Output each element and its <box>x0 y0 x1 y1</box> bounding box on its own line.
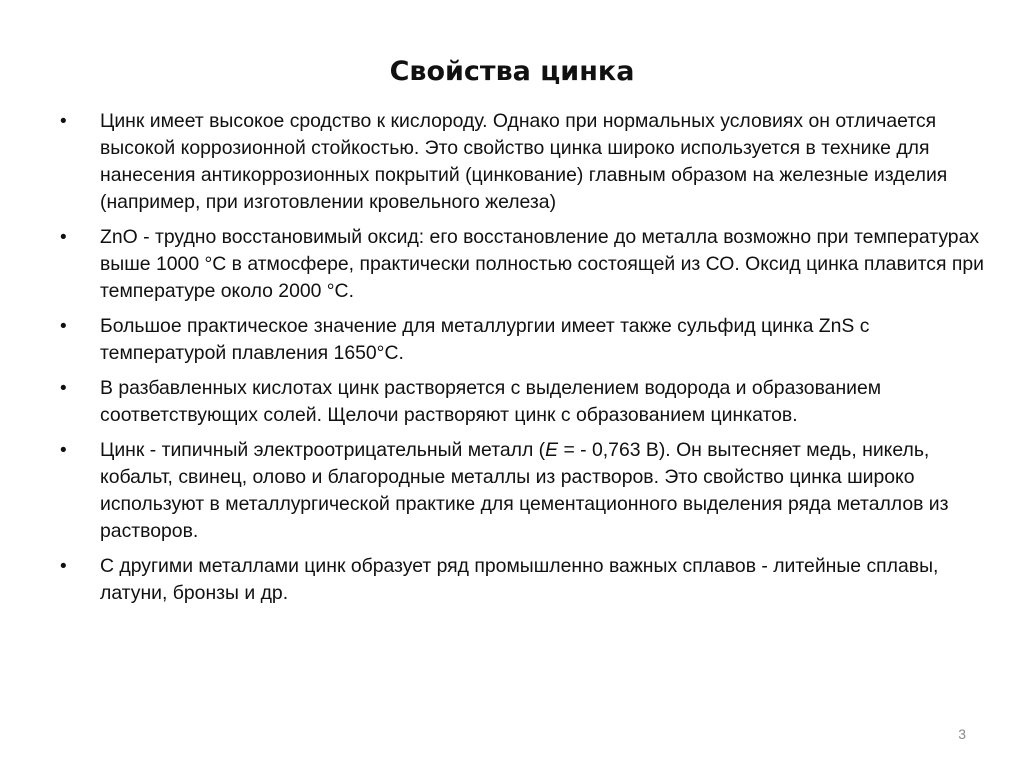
bullet-marker: • <box>60 316 67 337</box>
bullet-item <box>60 224 995 305</box>
bullet-text: ZnO - трудно восстановимый оксид: его восстановление до металла возможно при температурах выше 1000 °С в атмосфере, практически полностью состоящей из СО. Оксид цинка плавится при температуре около 2000 °С. <box>100 226 984 302</box>
bullet-text: Большое практическое значение для металлургии имеет также сульфид цинка ZnS с температурой плавления 1650°С. <box>100 315 870 364</box>
bullet-marker: • <box>60 111 67 132</box>
bullet-list <box>60 108 995 615</box>
bullet-marker: • <box>60 440 67 461</box>
bullet-item <box>60 108 995 216</box>
potential-symbol: Е <box>545 439 559 461</box>
bullet-text <box>100 439 949 542</box>
slide-title: Свойства цинка <box>389 56 635 87</box>
bullet-item <box>60 437 995 545</box>
bullet-item <box>60 375 995 429</box>
bullet-text: Цинк имеет высокое сродство к кислороду. Однако при нормальных условиях он отличается высокой коррозионной стойкостью. Это свойство цинка широко используется в технике для нанесения антикоррозионных покрытий (цинкование) главным образом на железные изделия (например, при изготовлении кровельного железа) <box>100 110 948 213</box>
bullet-item <box>60 553 995 607</box>
bullet-marker: • <box>60 378 67 399</box>
bullet-marker: • <box>60 227 67 248</box>
bullet-marker: • <box>60 556 67 577</box>
bullet-text: В разбавленных кислотах цинк растворяется с выделением водорода и образованием соответствующих солей. Щелочи растворяют цинк с образованием цинкатов. <box>100 377 882 426</box>
page-number: 3 <box>958 726 966 742</box>
bullet-text-after: = - 0,763 В). Он вытесняет медь, никель, кобальт, свинец, олово и благородные металлы из растворов. Это свойство цинка широко используют в металлургической практике для цементационного выделения ряда металлов из растворов. <box>100 439 949 542</box>
bullet-item <box>60 313 995 367</box>
bullet-text-before: Цинк - типичный электроотрицательный металл ( <box>100 439 546 461</box>
bullet-text: С другими металлами цинк образует ряд промышленно важных сплавов - литейные сплавы, латуни, бронзы и др. <box>100 555 939 604</box>
